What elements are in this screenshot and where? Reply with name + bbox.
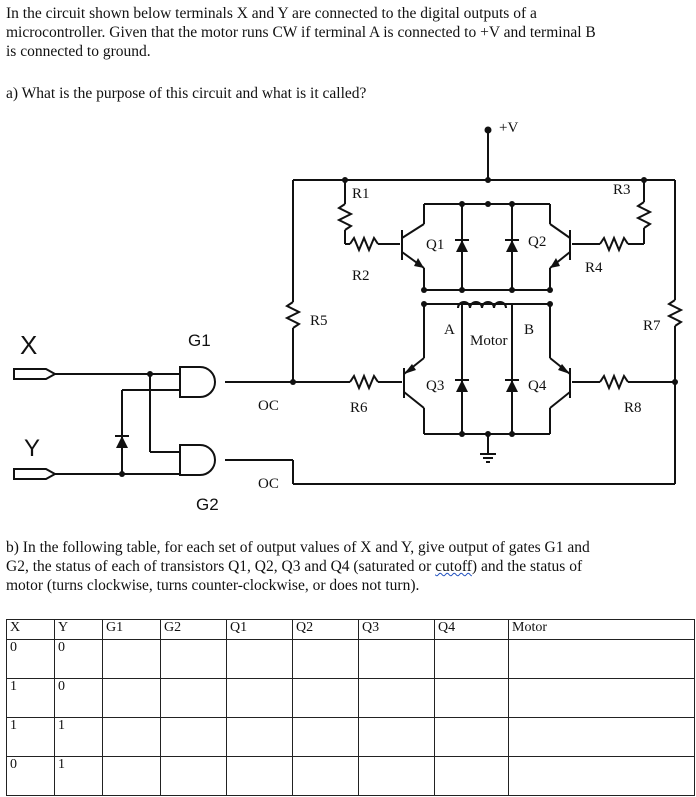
cell-g2[interactable] bbox=[161, 679, 227, 718]
cell-y: 1 bbox=[55, 757, 103, 796]
supply-label: +V bbox=[499, 120, 519, 136]
cell-q4[interactable] bbox=[435, 718, 509, 757]
cutoff-word: cutoff bbox=[435, 558, 472, 575]
motor-label: Motor bbox=[470, 333, 508, 349]
cell-q2[interactable] bbox=[293, 757, 359, 796]
table-row bbox=[7, 757, 695, 796]
terminal-x-label: X bbox=[20, 330, 38, 360]
cell-x: 1 bbox=[7, 679, 55, 718]
header-g1: G1 bbox=[103, 620, 161, 640]
r2-label: R2 bbox=[352, 268, 370, 284]
table-header-row bbox=[7, 620, 695, 640]
header-y: Y bbox=[55, 620, 103, 640]
r7-label: R7 bbox=[643, 318, 661, 334]
intro-line-3: is connected to ground. bbox=[6, 43, 151, 60]
cell-x: 0 bbox=[7, 640, 55, 679]
cell-motor[interactable] bbox=[509, 679, 695, 718]
cell-q1[interactable] bbox=[227, 718, 293, 757]
header-x: X bbox=[7, 620, 55, 640]
q4-label: Q4 bbox=[528, 378, 547, 394]
h-bridge-circuit-diagram bbox=[0, 112, 696, 520]
cell-q3[interactable] bbox=[359, 679, 435, 718]
cell-g1[interactable] bbox=[103, 640, 161, 679]
r4-label: R4 bbox=[585, 260, 603, 276]
node-a-label: A bbox=[444, 322, 455, 338]
cell-q1[interactable] bbox=[227, 640, 293, 679]
cell-g1[interactable] bbox=[103, 718, 161, 757]
intro-line-2: microcontroller. Given that the motor runs CW if terminal A is connected to +V and terminal B bbox=[6, 24, 596, 41]
table-row bbox=[7, 679, 695, 718]
header-motor: Motor bbox=[509, 620, 695, 640]
header-q4: Q4 bbox=[435, 620, 509, 640]
question-b bbox=[6, 538, 692, 595]
cell-q2[interactable] bbox=[293, 640, 359, 679]
cell-q1[interactable] bbox=[227, 679, 293, 718]
header-q2: Q2 bbox=[293, 620, 359, 640]
g1-label: G1 bbox=[188, 331, 211, 350]
header-q1: Q1 bbox=[227, 620, 293, 640]
cell-q4[interactable] bbox=[435, 640, 509, 679]
question-b-line-2: G2, the status of each of transistors Q1, Q2, Q3 and Q4 (saturated or cutoff) and the status of bbox=[6, 558, 583, 575]
header-q3: Q3 bbox=[359, 620, 435, 640]
cell-g2[interactable] bbox=[161, 640, 227, 679]
cell-g1[interactable] bbox=[103, 757, 161, 796]
table-row bbox=[7, 718, 695, 757]
cell-q3[interactable] bbox=[359, 640, 435, 679]
terminal-y-label: Y bbox=[24, 435, 41, 462]
table-row bbox=[7, 640, 695, 679]
question-a: a) What is the purpose of this circuit and what is it called? bbox=[6, 85, 367, 102]
cell-y: 1 bbox=[55, 718, 103, 757]
r5-label: R5 bbox=[310, 313, 328, 329]
r1-label: R1 bbox=[352, 186, 370, 202]
cell-y: 0 bbox=[55, 679, 103, 718]
question-b-line-3: motor (turns clockwise, turns counter-clockwise, or does not turn). bbox=[6, 577, 420, 594]
r3-label: R3 bbox=[613, 182, 631, 198]
cell-g2[interactable] bbox=[161, 757, 227, 796]
answer-table bbox=[6, 619, 695, 796]
r8-label: R8 bbox=[624, 400, 642, 416]
cell-g1[interactable] bbox=[103, 679, 161, 718]
oc2-label: OC bbox=[258, 476, 279, 492]
q1-label: Q1 bbox=[426, 237, 445, 253]
q2-label: Q2 bbox=[528, 234, 547, 250]
r6-label: R6 bbox=[350, 400, 368, 416]
cell-motor[interactable] bbox=[509, 640, 695, 679]
cell-q4[interactable] bbox=[435, 679, 509, 718]
cell-g2[interactable] bbox=[161, 718, 227, 757]
intro-paragraph bbox=[6, 4, 690, 61]
cell-q2[interactable] bbox=[293, 679, 359, 718]
cell-y: 0 bbox=[55, 640, 103, 679]
oc1-label: OC bbox=[258, 398, 279, 414]
g2-label: G2 bbox=[196, 495, 219, 514]
q3-label: Q3 bbox=[426, 378, 445, 394]
cell-x: 1 bbox=[7, 718, 55, 757]
node-b-label: B bbox=[524, 322, 535, 338]
cell-motor[interactable] bbox=[509, 757, 695, 796]
cell-q4[interactable] bbox=[435, 757, 509, 796]
cell-q2[interactable] bbox=[293, 718, 359, 757]
cell-q3[interactable] bbox=[359, 757, 435, 796]
cell-q1[interactable] bbox=[227, 757, 293, 796]
cell-motor[interactable] bbox=[509, 718, 695, 757]
cell-x: 0 bbox=[7, 757, 55, 796]
question-b-line-1: b) In the following table, for each set of output values of X and Y, give output of gates G1 and bbox=[6, 539, 590, 556]
header-g2: G2 bbox=[161, 620, 227, 640]
cell-q3[interactable] bbox=[359, 718, 435, 757]
intro-line-1: In the circuit shown below terminals X and Y are connected to the digital outputs of a bbox=[6, 5, 537, 22]
